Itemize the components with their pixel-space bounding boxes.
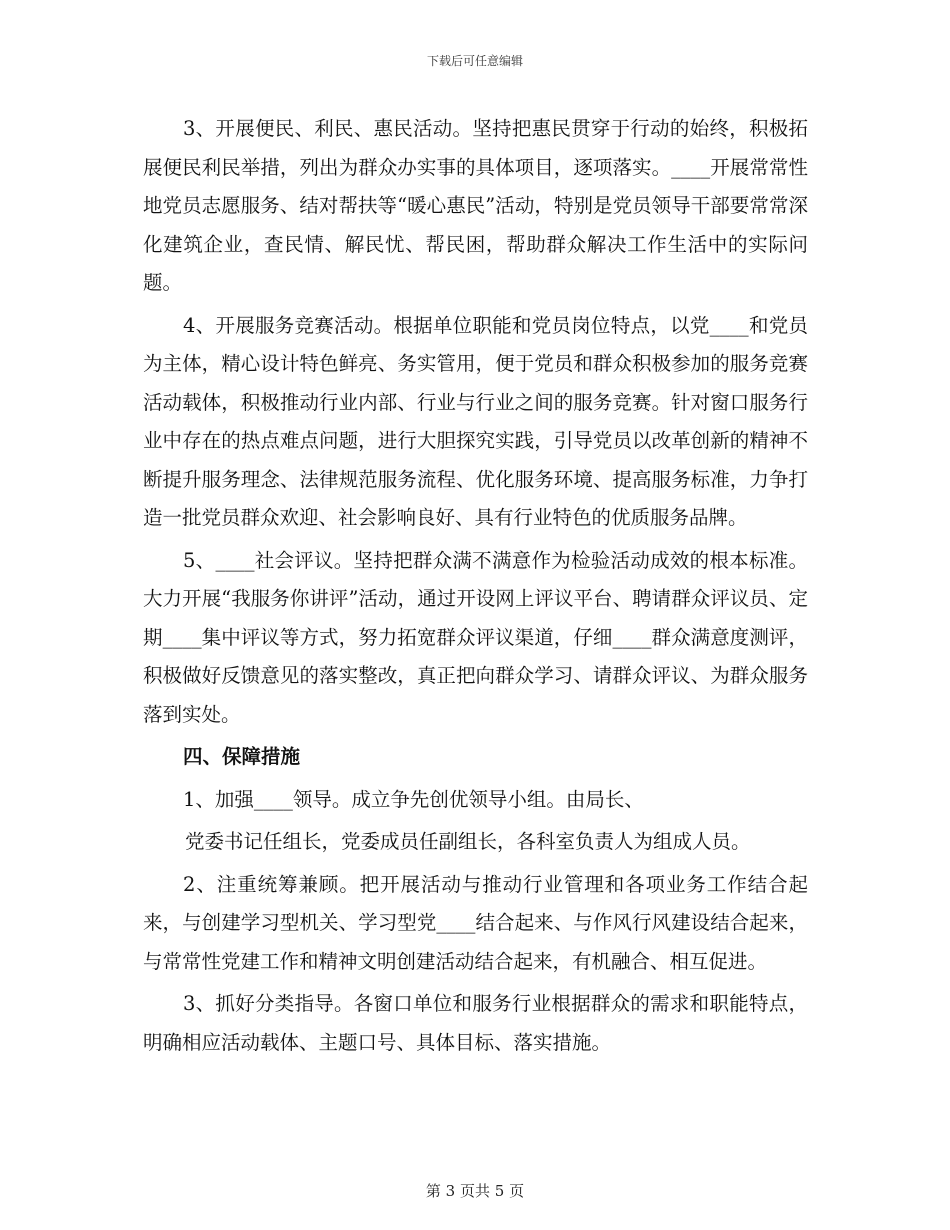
section-heading: 四、保障措施 bbox=[183, 745, 301, 768]
paragraph-measure-1-line2: 党委书记任组长，党委成员任副组长，各科室负责人为组成人员。 bbox=[185, 830, 751, 853]
page-number: 第 3 页共 5 页 bbox=[425, 1182, 525, 1200]
paragraph-item-3: 3、开展便民、利民、惠民活动。坚持把惠民贯穿于行动的始终，积极拓展便民利民举措，列出为群众办实事的具体项目，逐项落实。____开展常常性地党员志愿服务、结对帮扶等“暖心惠民”活动，特别是党员领导干部要常常深化建筑企业，查民情、解民忧、帮民困，帮助群众解决工作生活中的实际问题。 bbox=[143, 117, 808, 294]
paragraph-measure-2: 2、注重统筹兼顾。把开展活动与推动行业管理和各项业务工作结合起来，与创建学习型机关、学习型党____结合起来、与作风行风建设结合起来，与常常性党建工作和精神文明创建活动结合起来，有机融合、相互促进。 bbox=[143, 872, 808, 973]
document-body bbox=[143, 110, 808, 1066]
paragraph-item-4: 4、开展服务竞赛活动。根据单位职能和党员岗位特点，以党____和党员为主体，精心设计特色鲜亮、务实管用，便于党员和群众积极参加的服务竞赛活动载体，积极推动行业内部、行业与行业之间的服务竞赛。针对窗口服务行业中存在的热点难点问题，进行大胆探究实践，引导党员以改革创新的精神不断提升服务理念、法律规范服务流程、优化服务环境、提高服务标准，力争打造一批党员群众欢迎、社会影响良好、具有行业特色的优质服务品牌。 bbox=[143, 313, 808, 529]
paragraph-measure-3: 3、抓好分类指导。各窗口单位和服务行业根据群众的需求和职能特点，明确相应活动载体、主题口号、具体目标、落实措施。 bbox=[143, 992, 808, 1054]
paragraph-item-5: 5、____社会评议。坚持把群众满不满意作为检验活动成效的根本标准。大力开展“我服务你讲评”活动，通过开设网上评议平台、聘请群众评议员、定期____集中评议等方式，努力拓宽群众评议渠道，仔细____群众满意度测评，积极做好反馈意见的落实整改，真正把向群众学习、请群众评议、为群众服务落到实处。 bbox=[143, 548, 808, 726]
paragraph-measure-1-line1: 1、加强____领导。成立争先创优领导小组。由局长、 bbox=[183, 787, 644, 811]
page-header-note: 下载后可任意编辑 bbox=[426, 54, 523, 68]
